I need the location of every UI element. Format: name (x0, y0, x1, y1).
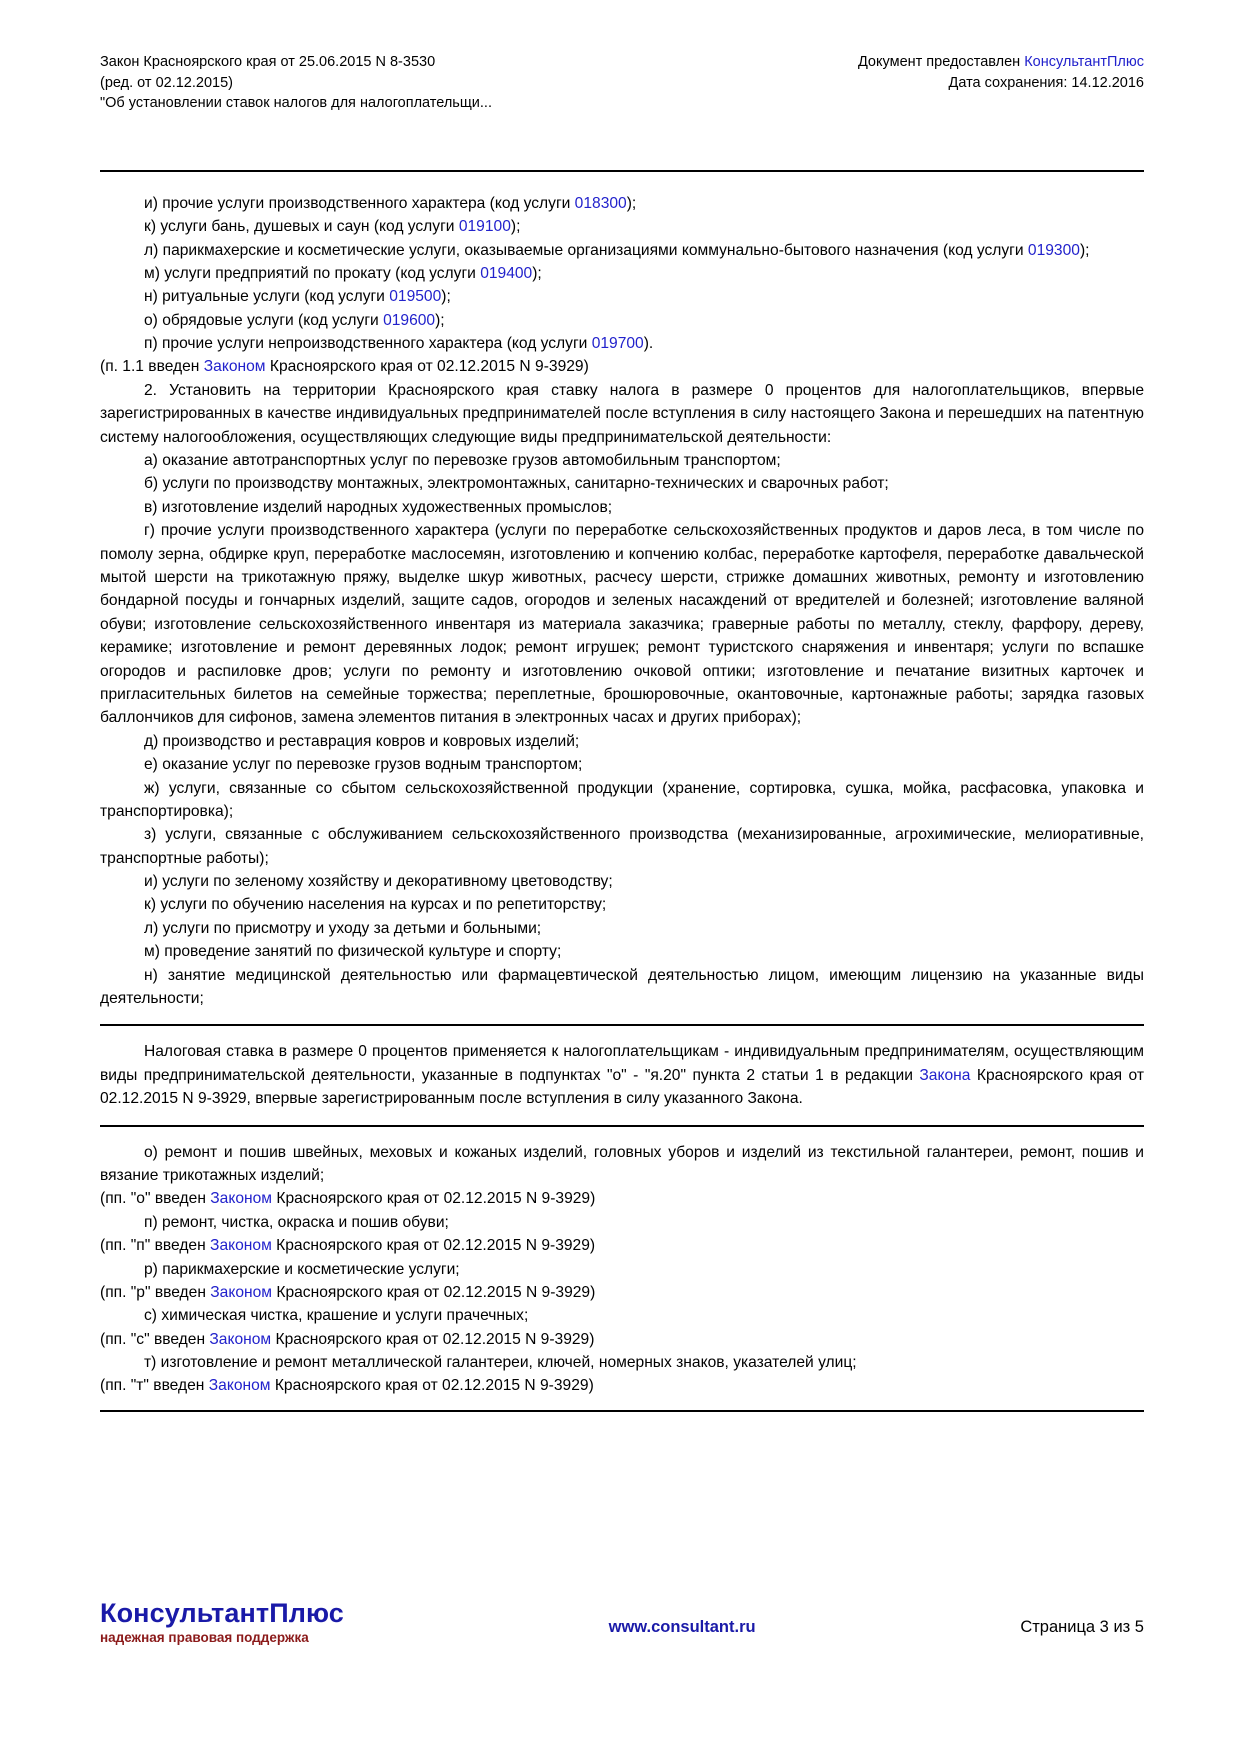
amendment-note-p (100, 1234, 1144, 1257)
header-provided-by (858, 52, 1144, 73)
list-item-m (100, 262, 1144, 285)
service-code-019400[interactable]: 019400 (480, 264, 533, 282)
item-i-text: и) прочие услуги производственного характера (код услуги (144, 194, 575, 212)
note-r-prefix: (пп. "р" введен (100, 1283, 211, 1301)
list-item-k (100, 215, 1144, 238)
list-item-m2: м) проведение занятий по физической культуре и спорту; (144, 943, 562, 961)
zakonom-link-r[interactable]: Законом (210, 1283, 273, 1301)
list-item-v: в) изготовление изделий народных художественных промыслов; (144, 498, 613, 516)
item-p-text: п) прочие услуги непроизводственного характера (код услуги (144, 335, 592, 353)
header-save-date: Дата сохранения: 14.12.2016 (948, 74, 1144, 91)
item-n-text: н) ритуальные услуги (код услуги (144, 288, 390, 306)
item-k-suffix: ); (510, 218, 521, 236)
list-item-zh: ж) услуги, связанные со сбытом сельскохозяйственной продукции (хранение, сортировка, сушка, мойка, расфасовка, упаковка и транспортировка); (100, 779, 1144, 820)
service-code-019300[interactable]: 019300 (1027, 241, 1080, 259)
amendment-note-point-1-1 (100, 355, 1144, 378)
note-s-suffix: Красноярского края от 02.12.2015 N 9-3929) (271, 1330, 595, 1348)
service-code-018300[interactable]: 018300 (574, 194, 627, 212)
list-item-b: б) услуги по производству монтажных, электромонтажных, санитарно-технических и сварочных работ; (144, 475, 889, 493)
note-o-prefix: (пп. "о" введен (100, 1190, 211, 1208)
item-n-suffix: ); (441, 288, 451, 306)
zakonom-link-1[interactable]: Законом (203, 358, 266, 376)
note-s-prefix: (пп. "с" введен (100, 1330, 210, 1348)
service-code-019100[interactable]: 019100 (458, 218, 511, 236)
section-point-1-1-items (100, 192, 1144, 379)
boxed-note-bottom-divider (100, 1125, 1144, 1127)
list-item-s: с) химическая чистка, крашение и услуги прачечных; (144, 1307, 529, 1325)
list-item-e: е) оказание услуг по перевозке грузов водным транспортом; (144, 756, 583, 774)
zakona-link[interactable]: Закона (919, 1066, 971, 1084)
zakonom-link-o[interactable]: Законом (210, 1190, 273, 1208)
footer-divider (100, 1410, 1144, 1412)
list-item-g: г) прочие услуги производственного характера (услуги по переработке сельскохозяйственных продуктов и даров леса, в том числе по помолу зерна, обдирке круп, переработке маслосемян, изготовлению и копчению колбас, переработке картофеля, переработке давальческой мытой шерсти на трикотажную пряжу, выделке шкур животных, расчесу шерсти, стрижке домашних животных, ремонту и изготовлению бондарной посуды и гончарных изделий, защите садов, огородов и зеленых насаждений от вредителей и болезней; изготовление валяной обуви; изготовление сельскохозяйственного инвентаря из материала заказчика; граверные работы по металлу, стеклу, фарфору, дереву, керамике; изготовление и ремонт деревянных лодок; ремонт игрушек; ремонт туристского снаряжения и инвентаря; услуги по вспашке огородов и распиловке дров; услуги по ремонту и изготовлению очковой оптики; изготовление и печатание визитных карточек и пригласительных билетов на семейные торжества; переплетные, брошюровочные, окантовочные, картонажные работы; зарядка газовых баллончиков для сифонов, замена элементов питания в электронных часах и других приборах); (100, 522, 1144, 727)
list-item-i2: и) услуги по зеленому хозяйству и декоративному цветоводству; (144, 873, 613, 891)
list-item-o2: о) ремонт и пошив швейных, меховых и кожаных изделий, головных уборов и изделий из текстильной галантереи, ремонт, пошив и вязание трикотажных изделий; (100, 1143, 1144, 1184)
header-title-line-2: (ред. от 02.12.2015) (100, 74, 233, 91)
section-added-subitems (100, 1141, 1144, 1398)
zakonom-link-p[interactable]: Законом (210, 1237, 272, 1255)
list-item-k2: к) услуги по обучению населения на курсах и по репетиторству; (144, 896, 607, 914)
list-item-a: а) оказание автотранспортных услуг по перевозке грузов автомобильным транспортом; (144, 452, 781, 470)
boxed-note-part-2: Красноярского края от 02.12.2015 N 9-3929, впервые зарегистрированным после вступления в силу указанного Закона. (100, 1066, 1144, 1108)
amendment-note-s (100, 1328, 1144, 1351)
list-item-i (100, 192, 1144, 215)
note-o-suffix: Красноярского края от 02.12.2015 N 9-3929) (272, 1190, 596, 1208)
list-item-l (100, 239, 1144, 262)
list-item-p (100, 332, 1144, 355)
section-point-2 (100, 379, 1144, 1011)
list-item-o (100, 309, 1144, 332)
list-item-z: з) услуги, связанные с обслуживанием сельскохозяйственного производства (механизированные, агрохимические, мелиоративные, транспортные работы); (100, 826, 1144, 867)
item-o-suffix: ); (435, 311, 445, 329)
note-p-suffix: Красноярского края от 02.12.2015 N 9-3929) (271, 1237, 596, 1255)
boxed-note-part-1: Налоговая ставка в размере 0 процентов применяется к налогоплательщикам - индивидуальным предпринимателям, осуществляющим виды предпринимательской деятельности, указанные в подпунктах "о" - "я.20" пункта 2 статьи 1 в редакции (100, 1043, 1144, 1084)
note-t-prefix: (пп. "т" введен (100, 1377, 209, 1395)
note-1-1-suffix: Красноярского края от 02.12.2015 N 9-3929) (265, 358, 589, 376)
item-m-text: м) услуги предприятий по прокату (код услуги (144, 264, 481, 282)
header-provided-by-text: Документ предоставлен (857, 54, 1025, 70)
list-item-p2: п) ремонт, чистка, окраска и пошив обуви; (144, 1213, 449, 1231)
list-item-l2: л) услуги по присмотру и уходу за детьми и больными; (144, 919, 542, 937)
document-body (100, 192, 1144, 1412)
brand-tagline: надежная правовая поддержка (100, 1630, 309, 1646)
consultant-plus-link[interactable]: КонсультантПлюс (1024, 54, 1144, 70)
service-code-019500[interactable]: 019500 (389, 288, 442, 306)
zakonom-link-t[interactable]: Законом (208, 1377, 271, 1395)
zakonom-link-s[interactable]: Законом (209, 1330, 272, 1348)
item-p-suffix: ). (643, 335, 654, 353)
boxed-note-paragraph (100, 1040, 1144, 1110)
header-title-line-3: "Об установлении ставок налогов для налогоплательщи... (100, 95, 492, 112)
list-item-d: д) производство и реставрация ковров и ковровых изделий; (144, 732, 580, 750)
document-footer (100, 1599, 1144, 1646)
item-l-text: л) парикмахерские и косметические услуги, оказываемые организациями коммунально-бытового назначения (код услуги (144, 241, 1028, 259)
header-title-line-1: Закон Красноярского края от 25.06.2015 N 8-3530 (100, 54, 436, 70)
note-r-suffix: Красноярского края от 02.12.2015 N 9-3929) (272, 1283, 596, 1301)
list-item-n (100, 285, 1144, 308)
header-provider-info (858, 52, 1144, 93)
consultant-website-link[interactable]: www.consultant.ru (608, 1618, 756, 1637)
amendment-note-r (100, 1281, 1144, 1304)
amendment-note-o (100, 1187, 1144, 1210)
brand-name: КонсультантПлюс (100, 1598, 344, 1629)
amendment-note-t (100, 1374, 1144, 1397)
service-code-019600[interactable]: 019600 (383, 311, 436, 329)
list-item-t: т) изготовление и ремонт металлической галантереи, ключей, номерных знаков, указателей улиц; (144, 1354, 857, 1372)
item-i-suffix: ); (626, 194, 637, 212)
note-1-1-prefix: (п. 1.1 введен (100, 358, 204, 376)
page-number: Страница 3 из 5 (1020, 1618, 1144, 1637)
boxed-note-top-divider (100, 1024, 1144, 1026)
note-p-prefix: (пп. "п" введен (100, 1237, 211, 1255)
note-t-suffix: Красноярского края от 02.12.2015 N 9-3929) (270, 1377, 594, 1395)
item-k-text: к) услуги бань, душевых и саун (код услуги (144, 218, 459, 236)
list-item-n2: н) занятие медицинской деятельностью или фармацевтической деятельностью лицом, имеющим лицензию на указанные виды деятельности; (100, 966, 1144, 1008)
list-item-r: р) парикмахерские и косметические услуги; (144, 1260, 460, 1278)
consultant-plus-logo (100, 1599, 344, 1646)
paragraph-point-2: 2. Установить на территории Красноярского края ставку налога в размере 0 процентов для налогоплательщиков, впервые зарегистрированных в качестве индивидуальных предпринимателей после вступления в силу настоящего Закона и перешедших на патентную систему налогообложения, осуществляющих следующие виды предпринимательской деятельности: (100, 381, 1144, 446)
header-divider (100, 170, 1144, 172)
service-code-019700[interactable]: 019700 (591, 335, 644, 353)
item-l-suffix: ); (1079, 241, 1090, 259)
boxed-note (100, 1040, 1144, 1110)
header-document-title (100, 52, 492, 114)
item-o-text: о) обрядовые услуги (код услуги (144, 311, 384, 329)
document-header (100, 52, 1144, 114)
item-m-suffix: ); (532, 264, 542, 282)
